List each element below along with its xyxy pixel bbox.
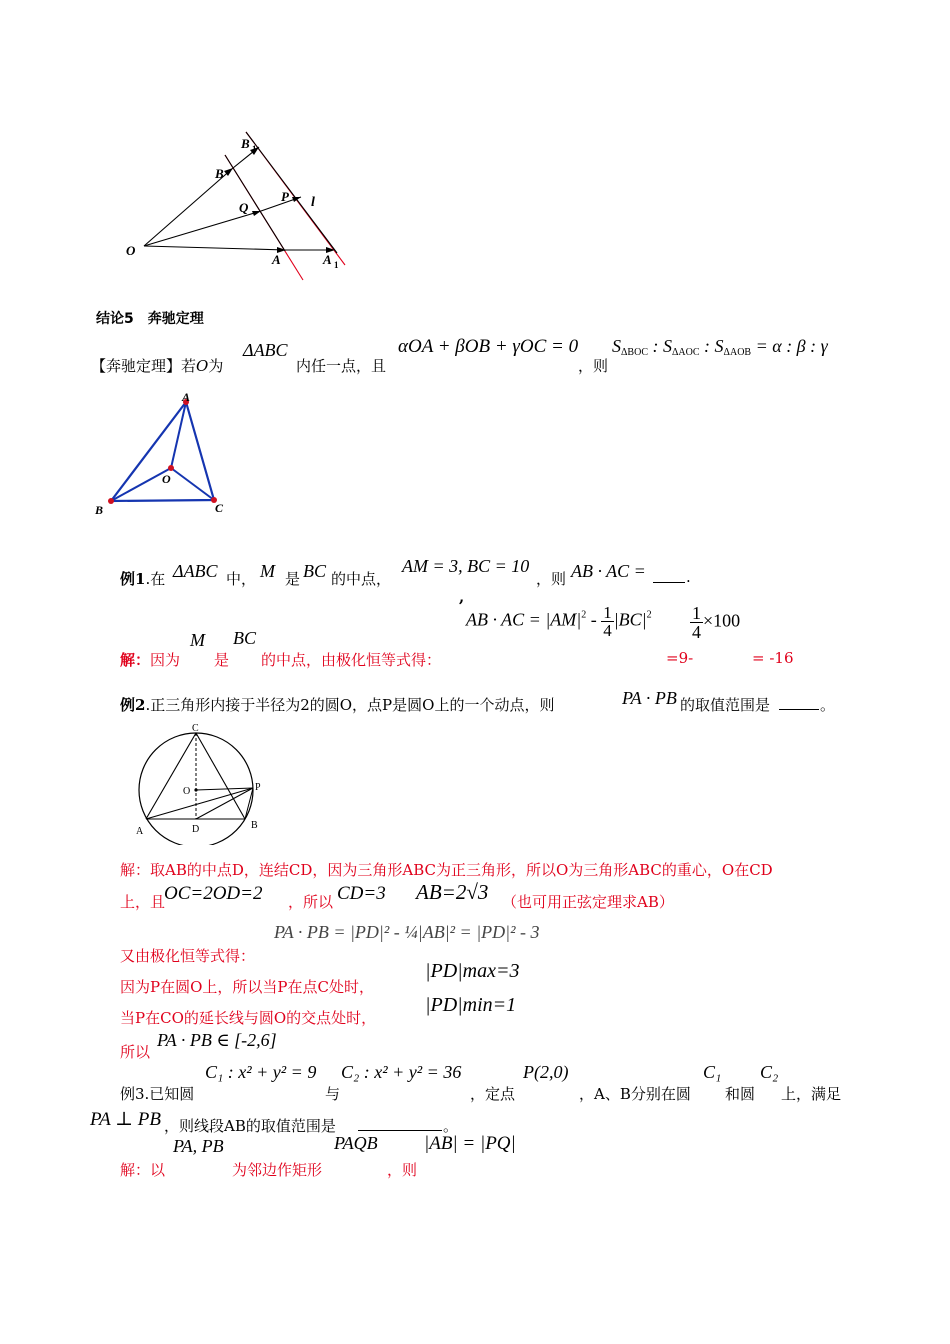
example-3-text-3: ，A、B分别在圆	[579, 1085, 691, 1103]
example-1-text-2: 中，	[226, 570, 257, 588]
solution-2-max: |PD|max=3	[425, 960, 520, 982]
triangle-interior-point-figure	[90, 392, 240, 522]
solution-2-line-6: 所以	[120, 1043, 151, 1061]
example-2-text: 例2.正三角形内接于半径为2的圆O，点P是圆O上的一个动点，则	[120, 696, 555, 714]
example-3-circle-1: C₁ : x² + y² = 9	[205, 1062, 317, 1082]
example-3-yu: 与	[325, 1085, 341, 1103]
solution-2-oc-equation: OC=2OD=2	[164, 883, 263, 904]
example-1-text-4: 的中点，	[331, 570, 392, 588]
section-title: 结论5 奔驰定理	[96, 311, 204, 327]
solution-2-min: |PD|min=1	[425, 994, 517, 1016]
solution-2-line-2c: （也可用正弦定理求AB）	[502, 893, 674, 911]
solution-1-M: M	[190, 630, 205, 650]
label-Q: Q	[239, 200, 249, 215]
label-P: P	[281, 189, 289, 204]
label-B1: B	[241, 136, 250, 151]
solution-1-tick: ,	[459, 588, 465, 606]
solution-3-mid: 为邻边作矩形	[232, 1161, 323, 1179]
example-3-text-2: ，定点	[470, 1085, 516, 1103]
example-3-he: 和圆	[725, 1085, 756, 1103]
solution-1-text: 解：因为	[120, 651, 181, 669]
label-A1: A	[323, 252, 332, 267]
solution-2-line-5: 当P在CO的延长线与圆O的交点处时，	[120, 1009, 377, 1027]
theorem-mid-text: 内任一点，且	[296, 357, 387, 375]
solution-1-text-3: 的中点，由极化恒等式得：	[261, 651, 442, 669]
solution-2-range: PA · PB ∈ [-2,6]	[157, 1030, 277, 1050]
label-l: l	[311, 195, 315, 210]
theorem-vector-equation: αOA + βOB + γOC = 0	[398, 336, 579, 357]
label-A: A	[182, 392, 191, 404]
example-3-answer-blank[interactable]	[358, 1114, 442, 1131]
example-1-answer-blank[interactable]	[653, 566, 685, 583]
example-3-end: 。	[443, 1117, 459, 1135]
example-1-text-3: 是	[285, 570, 301, 588]
example-3-circle-2: C₂ : x² + y² = 36	[341, 1062, 462, 1082]
example-3-C2: C₂	[760, 1062, 779, 1082]
solution-3-prefix: 解：以	[120, 1161, 166, 1179]
label-C: C	[192, 723, 199, 734]
solution-3-equation: |AB| = |PQ|	[424, 1133, 516, 1154]
example-1-tail: .	[686, 568, 691, 586]
solution-3-then: ，则	[387, 1161, 418, 1179]
label-A1-sub: 1	[334, 260, 339, 270]
solution-1-text-2: 是	[214, 651, 230, 669]
example-3-text-4: 上，满足	[781, 1085, 842, 1103]
solution-2-line-4: 因为P在圆O上，所以当P在点C处时，	[120, 978, 374, 996]
example-1-target: AB · AC =	[571, 561, 646, 581]
label-O: O	[162, 472, 171, 486]
solution-1-coefficient: $\frac{1}{4}$ ×100	[692, 603, 741, 642]
solution-3-rectangle: PAQB	[334, 1133, 378, 1153]
theorem-comma: ，则	[578, 357, 609, 375]
theorem-area-ratio: $S_{\Delta BOC}$ : $S_{\Delta AOC}$ : $S_{\Delta AOB} = \alpha$ : β : γ	[612, 336, 828, 358]
solution-2-line-2a: 上，且	[120, 893, 166, 911]
solution-1-eq-1: =9-	[666, 649, 694, 667]
solution-2-ab-equation: AB=2√3	[416, 880, 489, 904]
solution-2-line-3: 又由极化恒等式得：	[120, 947, 256, 965]
solution-2-formula: PA · PB = |PD|² - ¼|AB|² = |PD|² - 3	[274, 922, 540, 942]
label-A: A	[136, 826, 144, 837]
example-1-condition: AM = 3, BC = 10	[402, 556, 530, 576]
solution-1-formula: AB · AC = $|AM|^2$ - $\frac{1}{4}$ $|BC|^2$	[466, 603, 652, 640]
example-3-C1: C₁	[703, 1062, 722, 1082]
theorem-prefix: 【奔驰定理】若O为	[91, 357, 224, 375]
example-1-BC: BC	[303, 561, 327, 581]
theorem-triangle: ΔABC	[243, 340, 288, 360]
solution-1-eq-2: = -16	[752, 649, 794, 667]
label-O: O	[126, 243, 136, 258]
label-C: C	[215, 501, 224, 515]
solution-2-line-2b: ，所以	[288, 893, 334, 911]
example-1-triangle: ΔABC	[173, 561, 218, 581]
label-P: P	[255, 782, 261, 793]
solution-2-cd-equation: CD=3	[337, 883, 386, 904]
solution-2-line-1: 解：取AB的中点D，连结CD，因为三角形ABC为正三角形，所以O为三角形ABC的重心，O在CD	[120, 861, 773, 879]
solution-3-pa-pb: PA, PB	[173, 1136, 224, 1156]
label-B: B	[215, 166, 224, 181]
label-A: A	[272, 252, 281, 267]
example-1-text: 例1.在	[120, 570, 166, 588]
example-3-text-1: 例3.已知圆	[120, 1085, 195, 1103]
label-B: B	[95, 503, 104, 517]
example-1-text-5: ，则	[536, 570, 567, 588]
solution-1-BC: BC	[233, 628, 257, 648]
label-D: D	[192, 824, 200, 835]
example-2-expression: PA · PB	[622, 688, 677, 708]
label-B1-sub: 1	[252, 144, 257, 154]
vector-construction-figure	[115, 120, 365, 285]
example-2-tail: 的取值范围是	[680, 696, 771, 714]
example-3-perpendicular: PA ⊥ PB	[90, 1109, 161, 1130]
example-3-text-5: ，则线段AB的取值范围是	[164, 1117, 336, 1135]
label-B: B	[251, 820, 258, 831]
example-1-M: M	[260, 561, 275, 581]
example-2-answer-blank[interactable]	[779, 693, 819, 710]
inscribed-triangle-figure	[130, 720, 280, 845]
example-3-point-p: P(2,0)	[523, 1062, 569, 1082]
example-2-end: 。	[820, 696, 836, 714]
label-O: O	[183, 786, 191, 797]
